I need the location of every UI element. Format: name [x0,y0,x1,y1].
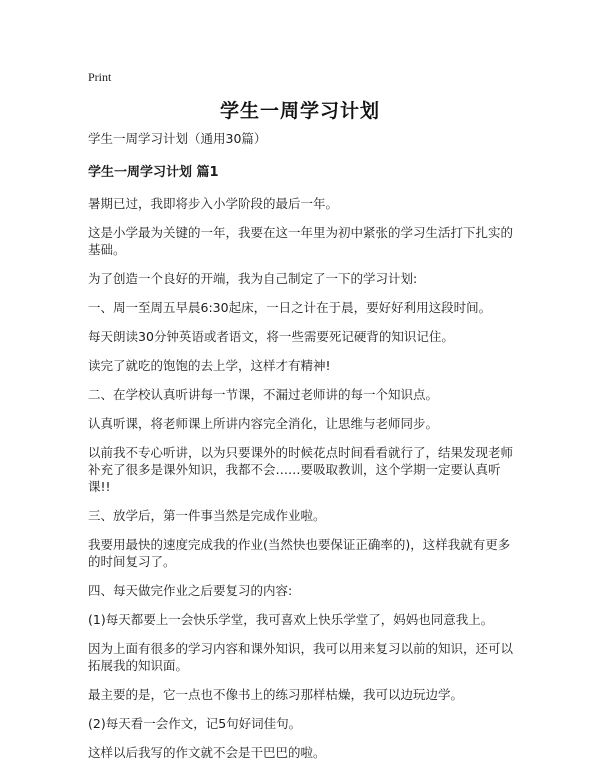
paragraph: 这是小学最为关键的一年，我要在这一年里为初中紧张的学习生活打下扎实的基础。 [88,225,514,257]
paragraph: 一、周一至周五早晨6:30起床，一日之计在于晨，要好好利用这段时间。 [88,300,492,315]
paragraph: 因为上面有很多的学习内容和课外知识，我可以用来复习以前的知识，还可以拓展我的知识面。 [88,641,514,673]
paragraph: (2)每天看一会作文，记5句好词佳句。 [88,716,302,731]
section-heading: 学生一周学习计划 篇1 [88,165,219,180]
paragraph: 读完了就吃的饱饱的去上学，这样才有精神! [88,358,331,373]
paragraph: 四、每天做完作业之后要复习的内容: [88,583,293,598]
paragraph: 为了创造一个良好的开端，我为自己制定了一下的学习计划: [88,271,418,286]
paragraph: 我要用最快的速度完成我的作业(当然快也要保证正确率的)，这样我就有更多的时间复习了。 [88,537,511,569]
paragraph: 每天朗读30分钟英语或者语文，将一些需要死记硬背的知识记住。 [88,329,454,344]
paragraph: 最主要的是，它一点也不像书上的练习那样枯燥，我可以边玩边学。 [88,687,464,702]
paragraph: 三、放学后，第一件事当然是完成作业啦。 [88,508,326,523]
paragraph: 二、在学校认真听讲每一节课，不漏过老师讲的每一个知识点。 [88,387,439,402]
paragraph: (1)每天都要上一会快乐学堂，我可喜欢上快乐学堂了，妈妈也同意我上。 [88,612,494,627]
paragraph: 以前我不专心听讲，以为只要课外的时候花点时间看看就行了，结果发现老师补充了很多是课外知识，我都不会……要吸取教训，这个学期一定要认真听课!! [88,445,514,494]
paragraph: 这样以后我写的作文就不会是干巴巴的啦。 [88,745,326,760]
paragraph: 暑期已过，我即将步入小学阶段的最后一年。 [88,196,339,211]
document-title: 学生一周学习计划 [219,100,380,122]
document-subtitle: 学生一周学习计划（通用30篇） [88,131,267,146]
paragraph: 认真听课，将老师课上所讲内容完全消化，让思维与老师同步。 [88,416,439,431]
document-body [88,130,516,773]
print-label: Print [88,70,112,84]
